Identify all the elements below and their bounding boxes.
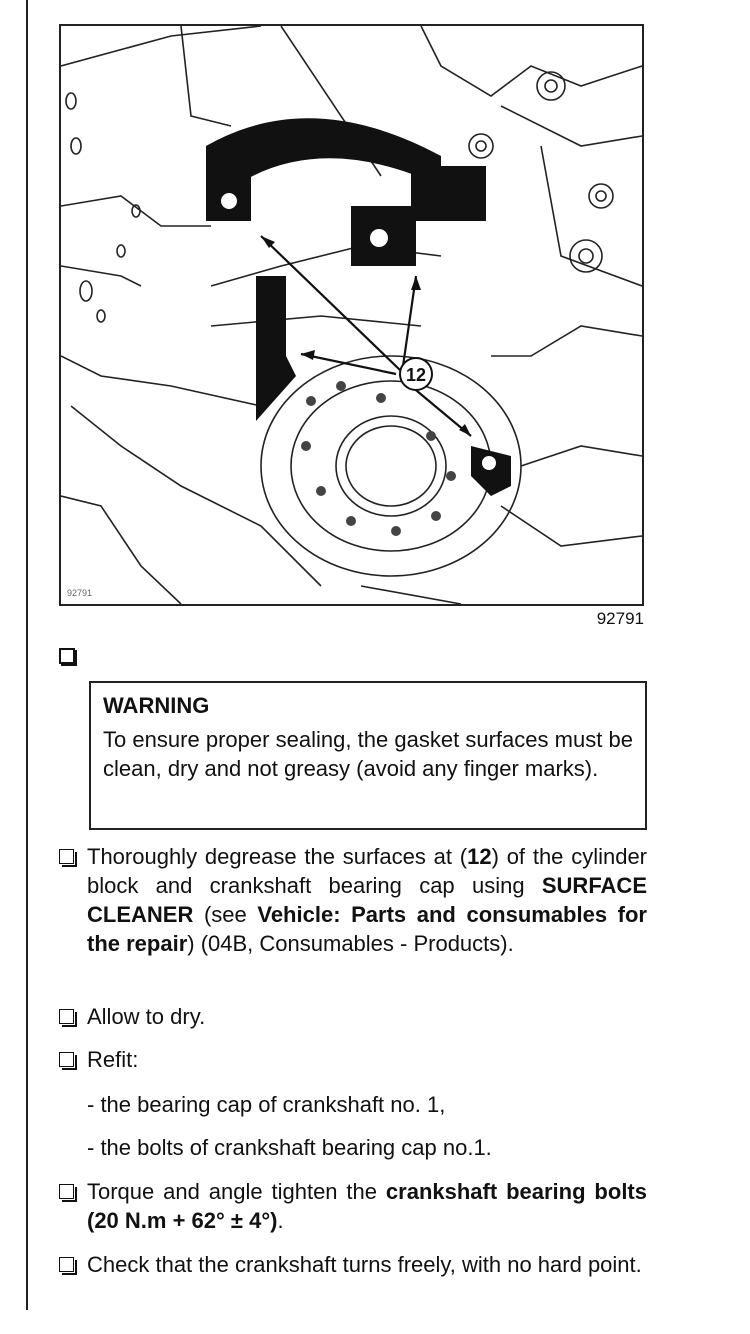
warning-box [89, 681, 647, 830]
step-torque [59, 1177, 647, 1235]
refit-sub-item-2: - the bolts of crankshaft bearing cap no.1. [87, 1135, 492, 1160]
checkbox-icon [59, 1009, 74, 1024]
checkbox-icon [59, 849, 74, 864]
engine-illustration [61, 26, 642, 604]
checkbox-icon [59, 1052, 74, 1067]
check-text: Check that the crankshaft turns freely, with no hard point. [87, 1252, 642, 1277]
degrease-text-3: (see [193, 902, 258, 927]
engine-diagram [59, 24, 644, 606]
degrease-text-1: Thoroughly degrease the surfaces at ( [87, 844, 468, 869]
degrease-product-name: SURFACE CLEANER [87, 873, 647, 927]
step-dry [59, 1002, 647, 1031]
warning-text: To ensure proper sealing, the gasket surfaces must be clean, dry and not greasy (avoid any finger marks). [103, 727, 633, 781]
degrease-text-4: ) (04B, Consumables - Products). [187, 931, 514, 956]
step-refit [59, 1045, 647, 1074]
torque-text-2: . [277, 1208, 284, 1233]
degrease-reference: Vehicle: Parts and consumables for the repair [87, 902, 647, 956]
refit-text: Refit: [87, 1047, 139, 1072]
checkbox-icon [59, 1184, 74, 1199]
dry-text: Allow to dry. [87, 1004, 206, 1029]
warning-title: WARNING [103, 693, 210, 718]
refit-sub-item-1: - the bearing cap of crankshaft no. 1, [87, 1092, 446, 1117]
degrease-callout-number: 12 [467, 844, 492, 869]
torque-text-1: Torque and angle tighten the [87, 1179, 386, 1204]
torque-spec: crankshaft bearing bolts (20 N.m + 62° ± 4°) [87, 1179, 647, 1233]
page-left-rule [26, 0, 28, 1310]
step-degrease [59, 842, 647, 958]
checkbox-icon [59, 1257, 74, 1272]
checkbox-icon [59, 648, 75, 664]
step-check [59, 1250, 647, 1279]
figure-id-label: 92791 [67, 588, 93, 598]
callout-label: 12 [405, 365, 427, 385]
figure-caption: 92791 [596, 609, 644, 628]
degrease-text-2: ) of the cylinder block and crankshaft bearing cap using [87, 844, 647, 898]
